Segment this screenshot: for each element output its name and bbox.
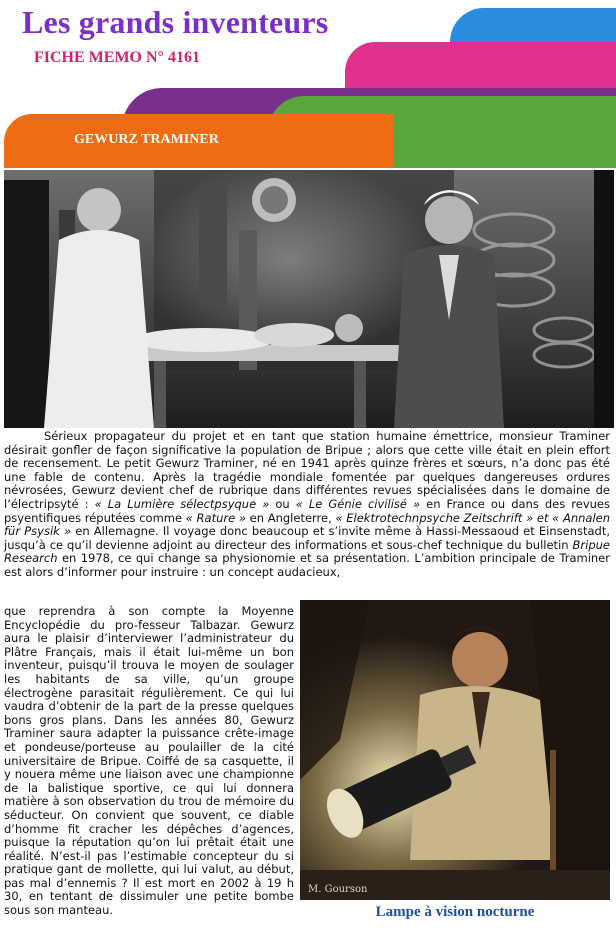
illustration-signature: M. Gourson [308, 884, 368, 895]
header-banner [0, 0, 616, 168]
laboratory-photo [4, 170, 614, 428]
intro-text: Sérieux propagateur du projet et en tant que station humaine émettrice, monsieur Traminer désirait gonfler de façon significative la population de Bripue ; alors que cette ville était en plein effort de recensement. Le petit Gewurz Traminer, né en 1941 après quinze frères et sœurs, n’a donc pas été une fable de contenu. Après la tragédie mondiale fomentée par quelques dangereuses ordures névrosées, Gewurz devient chef de rubrique dans différentes revues spécialisées dans le domaine de l’électripsyté : [4, 429, 610, 511]
intro-bulletin: Bripue Research [4, 537, 610, 566]
intro-text: en France ou dans des revues psyentifiques réputées comme [4, 496, 610, 525]
article-column: que reprendra à son compte la Moyenne Encyclopédie du pro-fesseur Talbazar. Gewurz aura le plaisir d’interviewer l’administrateur du Plâtre Français, mais il était lui-même un bon inventeur, puisqu’il trouva le moyen de soulager les habitants de sa ville, qu’un groupe électrogène parasitait régulièrement. Ce qui lui vaudra d’obtenir de la part de la presse quelques bons gros plans. Dans les années 80, Gewurz Traminer saura adapter la puissance crête-image et pondeuse/porteuse au poulailler de la cité universitaire de Bripue. Coiffé de sa casquette, il y nouera même une liaison avec une championne de la balistique sportive, ce qui lui donnera matière à son observation du trou de mémoire du séducteur. On convient que souvent, ce diable d’homme fit cracher les dépêches d’agences, puisque la réputation qu’on lui prêtait était une réalité. N’est-il pas l’estimable concepteur du si pratique gant de mollette, qui lui valut, au début, pas mal d’ennemis ? Il est mort en 2002 à 19 h 30, en tentant de dissimuler une petite bombe sous son manteau. [4, 604, 294, 918]
subject-name: GEWURZ TRAMINER [74, 132, 219, 147]
intro-magazine: « Elektrotechnpsyche Zeitschrift » et « Annalen für Psysik » [4, 510, 611, 539]
intro-magazine: « Rature » [185, 510, 246, 525]
article-intro [4, 430, 610, 580]
intro-text: ou [269, 496, 296, 511]
intro-text: en 1978, ce qui change sa physionomie et sa présentation. L’ambition principale de Traminer est alors d’informer pour instruire : un concept audacieux, [4, 551, 610, 579]
intro-text: en Allemagne. Il voyage donc beaucoup et s’invite même à Hassi-Messaoud et Einsenstadt, jusqu’à ce qu’il devienne adjoint au directeur des informations et sous-chef technique du bulletin [4, 524, 610, 552]
intro-magazine: « La Lumière sélectpsyque » [94, 496, 270, 511]
intro-magazine: « Le Génie civilisé » [295, 496, 421, 511]
illustration-caption: Lampe à vision nocturne [375, 904, 535, 920]
intro-text: en Angleterre, [245, 510, 336, 525]
night-lamp-illustration [300, 600, 610, 900]
memo-number: FICHE MEMO N° 4161 [34, 49, 200, 66]
page-title: Les grands inventeurs [22, 4, 329, 40]
